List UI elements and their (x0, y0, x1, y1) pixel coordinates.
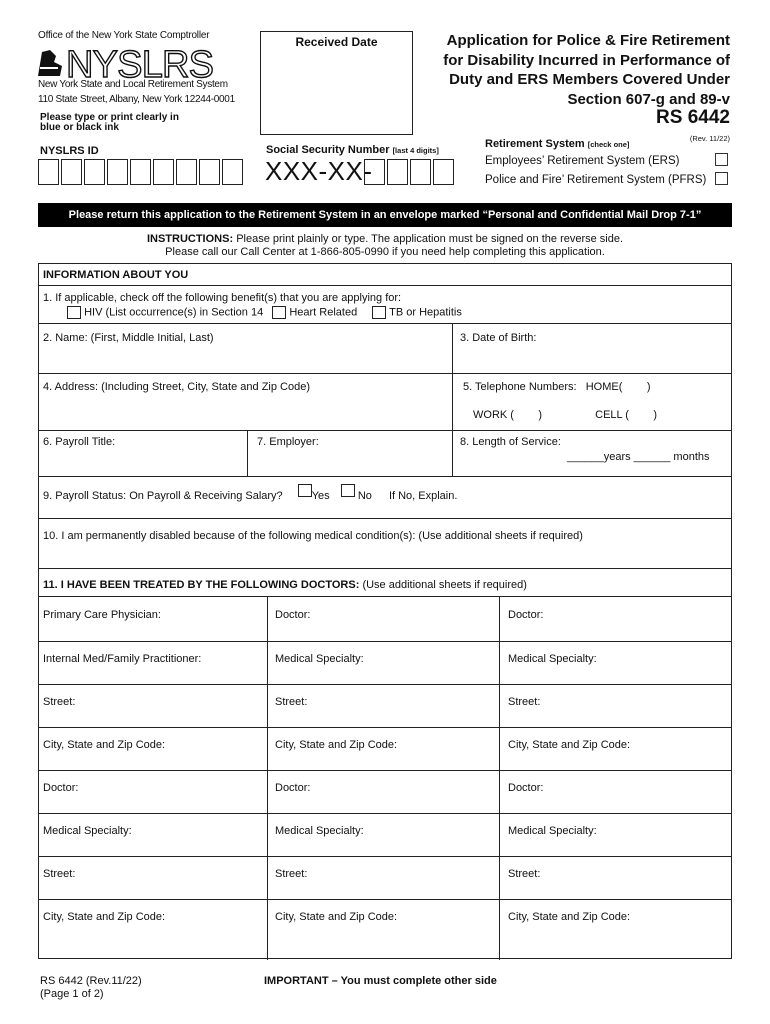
doctor-field-label: City, State and Zip Code: (43, 739, 166, 751)
q11-hint: (Use additional sheets if required) (362, 579, 527, 591)
ssn-prefix: XXX-XX- (265, 156, 373, 186)
footer-important: IMPORTANT – You must complete other side (264, 975, 497, 987)
q7-employer-label: 7. Employer: (257, 436, 319, 448)
doctor-field-label: City, State and Zip Code: (275, 911, 398, 923)
ssn-boxes[interactable] (364, 159, 456, 185)
footer-form-id (40, 975, 142, 1001)
form-number: RS 6442 (656, 107, 730, 128)
q5-phone-label (463, 381, 651, 393)
office-name: Office of the New York State Comptroller (38, 30, 210, 41)
q9-no-label: No (357, 490, 372, 502)
retirement-system-label (485, 138, 629, 150)
doctor-field-label: Doctor: (275, 782, 311, 794)
home-phone-close: ) (646, 381, 651, 393)
doctor-field-label: Street: (275, 696, 308, 708)
id-digit-box[interactable] (222, 159, 243, 185)
id-digit-box[interactable] (176, 159, 197, 185)
heart-label: Heart Related (289, 306, 358, 319)
q11-doctors-header (43, 579, 527, 591)
ssn-label (266, 144, 439, 156)
doctor-field-label: Medical Specialty: (275, 653, 364, 665)
doctor-field-label: Medical Specialty: (508, 653, 597, 665)
ssn-digit-box[interactable] (387, 159, 408, 185)
doctor-field-label: Doctor: (275, 609, 311, 621)
retirement-system-text: Retirement System (485, 138, 585, 150)
instructions (38, 233, 732, 259)
doctor-field-label: Internal Med/Family Practitioner: (43, 653, 202, 665)
q4-address-label: 4. Address: (Including Street, City, State and Zip Code) (43, 381, 310, 393)
tb-checkbox[interactable] (372, 306, 386, 319)
id-digit-box[interactable] (107, 159, 128, 185)
q9-no-checkbox[interactable] (341, 484, 355, 497)
instructions-line2: Please call our Call Center at 1-866-805-0990 if you need help completing this application. (165, 246, 605, 258)
doctor-field-label: City, State and Zip Code: (508, 911, 631, 923)
footer-form-number: RS 6442 (Rev.11/22) (40, 975, 142, 987)
option-ers-label: Employees’ Retirement System (ERS) (485, 155, 680, 167)
pfrs-checkbox[interactable] (715, 172, 728, 185)
q3-dob-label: 3. Date of Birth: (460, 332, 537, 344)
doctor-field-label: Street: (43, 696, 76, 708)
q1-text: 1. If applicable, check off the following benefit(s) that you are applying for: (43, 292, 402, 304)
tb-label: TB or Hepatitis (389, 306, 462, 319)
ers-checkbox[interactable] (715, 153, 728, 166)
form-title: Application for Police & Fire Retirement for Disability Incurred in Performance of Duty and ERS Members Covered Under Section 607-g and 89-v (443, 32, 730, 108)
q11-label: 11. I HAVE BEEN TREATED BY THE FOLLOWING DOCTORS: (43, 579, 360, 591)
system-address: 110 State Street, Albany, New York 12244-0001 (38, 94, 235, 105)
q9-yes-label: Yes (311, 490, 330, 502)
instructions-line1: Please print plainly or type. The application must be signed on the reverse side. (236, 233, 624, 245)
return-banner: Please return this application to the Retirement System in an envelope marked “Personal and Confidential Mail Drop 7-1” (38, 203, 732, 227)
q9-explain-label: If No, Explain. (388, 490, 458, 502)
received-date-label: Received Date (295, 35, 378, 49)
q9-label: 9. Payroll Status: On Payroll & Receiving Salary? (43, 490, 283, 502)
q10-medical-condition-label: 10. I am permanently disabled because of the following medical condition(s): (Use additional sheets if required) (43, 530, 583, 542)
print-instruction: Please type or print clearly in blue or black ink (40, 112, 179, 133)
option-pfrs-label: Police and Fire’ Retirement System (PFRS) (485, 174, 707, 186)
ssn-digit-box[interactable] (433, 159, 454, 185)
doctor-field-label: Street: (508, 696, 541, 708)
footer-page-number: (Page 1 of 2) (40, 988, 104, 1000)
doctor-field-label: City, State and Zip Code: (43, 911, 166, 923)
retirement-system-hint: [check one] (587, 140, 630, 149)
q8-length-label: 8. Length of Service: (460, 436, 561, 448)
doctor-field-label: Primary Care Physician: (43, 609, 161, 621)
nyslrs-id-label: NYSLRS ID (40, 145, 99, 157)
nyslrs-id-boxes[interactable] (38, 159, 245, 185)
doctor-field-label: Doctor: (508, 782, 544, 794)
section-information-about-you: INFORMATION ABOUT YOU (43, 269, 189, 281)
id-digit-box[interactable] (84, 159, 105, 185)
system-name: New York State and Local Retirement System (38, 79, 228, 90)
ssn-digit-box[interactable] (364, 159, 385, 185)
q1-options (67, 306, 462, 319)
q5-work-cell (473, 409, 657, 421)
nyslrs-logo (36, 46, 216, 80)
q2-name-label: 2. Name: (First, Middle Initial, Last) (43, 332, 214, 344)
doctor-field-label: Doctor: (43, 782, 79, 794)
logo-text: NYSLRS (66, 46, 214, 80)
work-phone-close: ) (538, 409, 543, 421)
home-phone-label: HOME( (585, 381, 623, 393)
work-phone-label: WORK ( (473, 409, 514, 421)
id-digit-box[interactable] (199, 159, 220, 185)
q9-payroll-status (43, 484, 457, 502)
doctor-field-label: City, State and Zip Code: (275, 739, 398, 751)
hiv-label: HIV (List occurrence(s) in Section 14 (84, 306, 264, 319)
cell-phone-label: CELL ( (595, 409, 629, 421)
q8-years-months: ______years ______ months (567, 451, 710, 463)
q6-payroll-title-label: 6. Payroll Title: (43, 436, 116, 448)
doctor-field-label: Street: (508, 868, 541, 880)
id-digit-box[interactable] (38, 159, 59, 185)
doctor-field-label: Street: (275, 868, 308, 880)
doctor-field-label: Medical Specialty: (508, 825, 597, 837)
hiv-checkbox[interactable] (67, 306, 81, 319)
ssn-digit-box[interactable] (410, 159, 431, 185)
received-date-box (260, 31, 413, 135)
form-revision: (Rev. 11/22) (689, 134, 730, 143)
ssn-label-text: Social Security Number (266, 144, 390, 156)
doctor-field-label: Medical Specialty: (275, 825, 364, 837)
cell-phone-close: ) (653, 409, 658, 421)
doctor-field-label: City, State and Zip Code: (508, 739, 631, 751)
ssn-hint: [last 4 digits] (392, 146, 439, 155)
id-digit-box[interactable] (153, 159, 174, 185)
heart-checkbox[interactable] (272, 306, 286, 319)
doctor-field-label: Doctor: (508, 609, 544, 621)
doctor-field-label: Street: (43, 868, 76, 880)
q9-yes-checkbox[interactable] (298, 484, 312, 497)
q5-label: 5. Telephone Numbers: (463, 381, 577, 393)
id-digit-box[interactable] (61, 159, 82, 185)
id-digit-box[interactable] (130, 159, 151, 185)
application-form (38, 263, 732, 959)
instructions-label: INSTRUCTIONS: (146, 233, 234, 245)
doctor-field-label: Medical Specialty: (43, 825, 132, 837)
